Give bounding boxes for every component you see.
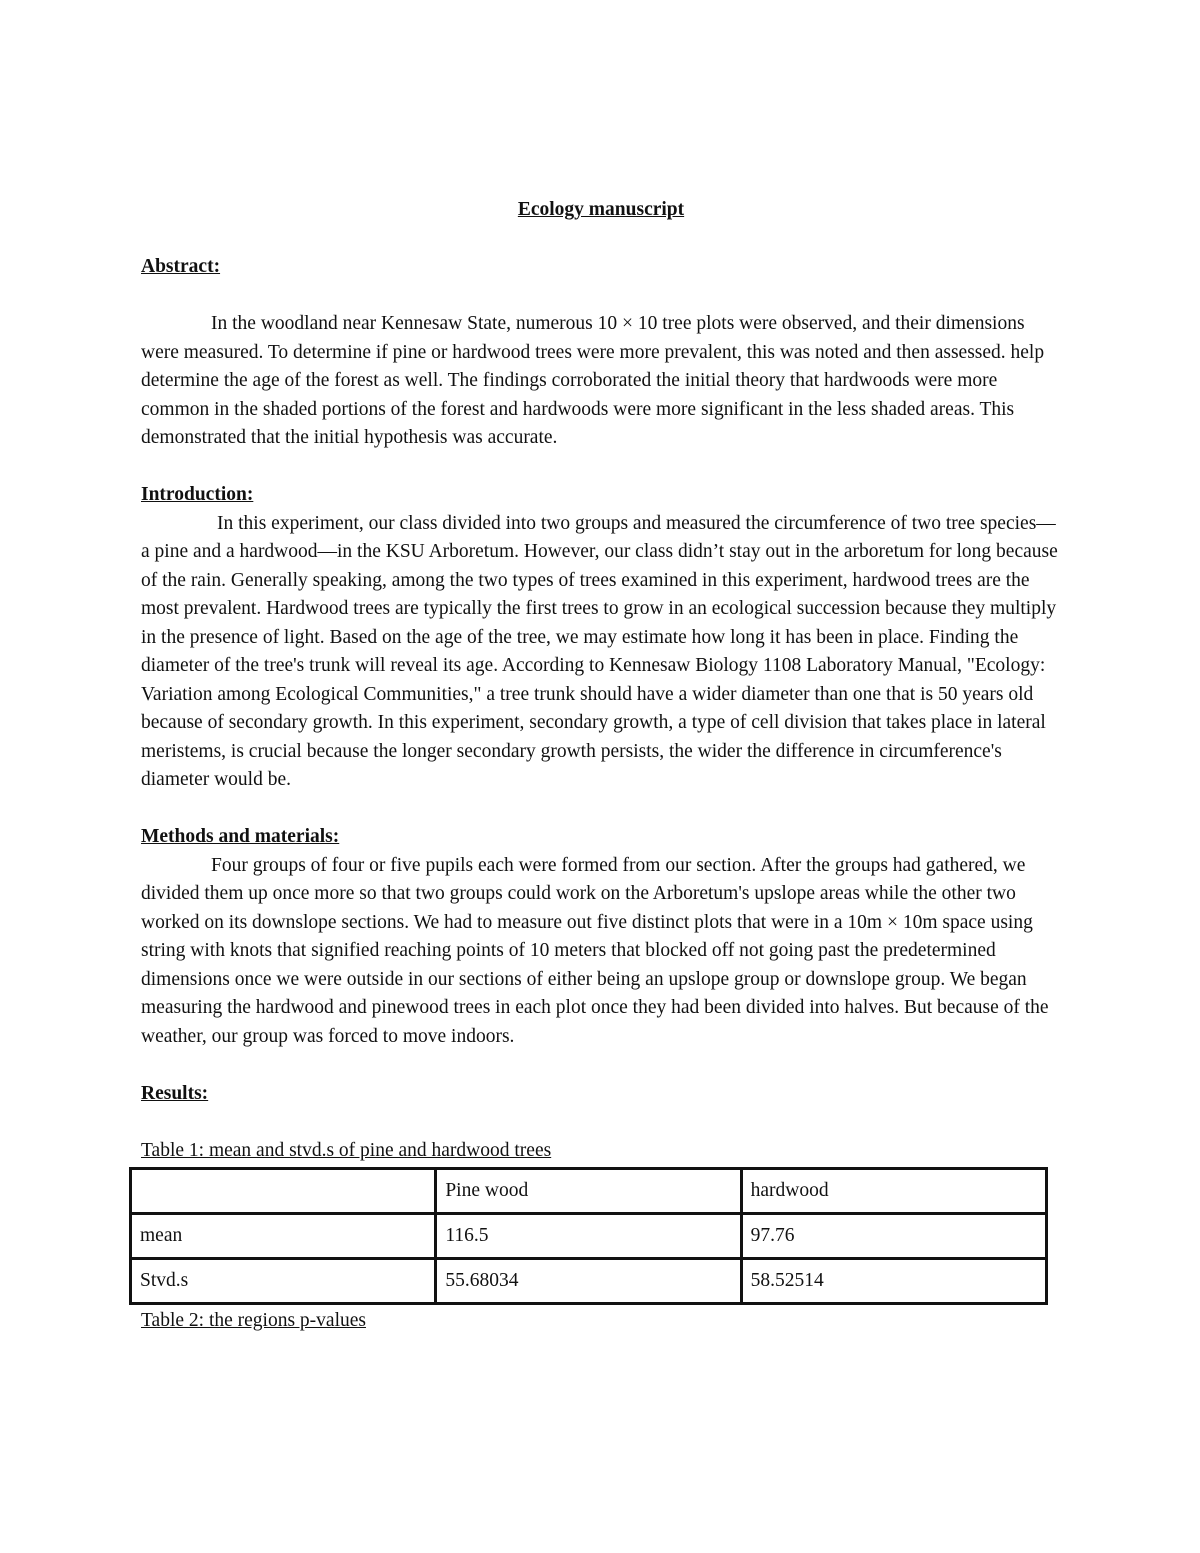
document-title: Ecology manuscript: [517, 199, 685, 220]
table-row: [131, 1214, 1047, 1259]
methods-text: Four groups of four or five pupils each were formed from our section. After the groups had gathered, we divided them up once more so that two groups could work on the Arboretum's upslope areas while the other two worked on its downslope sections. We had to measure out five distinct plots that were in a 10m × 10m space using string with knots that signified reaching points of 10 meters that blocked off not going past the predetermined dimensions once we were outside in our sections of either being an upslope group or downslope group. We began measuring the hardwood and pinewood trees in each plot once they had been divided into halves. But because of the weather, our group was forced to move indoors.: [141, 854, 1049, 1047]
document-body: [141, 196, 1061, 1336]
introduction-text: In this experiment, our class divided into two groups and measured the circumference of two tree species—a pine and a hardwood—in the KSU Arboretum. However, our class didn’t stay out in the arboretum for long because of the rain. Generally speaking, among the two types of trees examined in this experiment, hardwood trees are the most prevalent. Hardwood trees are typically the first trees to grow in an ecological succession because they multiply in the presence of light. Based on the age of the tree, we may estimate how long it has been in place. Finding the diameter of the tree's trunk will reveal its age. According to Kennesaw Biology 1108 Laboratory Manual, "Ecology: Variation among Ecological Communities," a tree trunk should have a wider diameter than one that is 50 years old because of secondary growth. In this experiment, secondary growth, a type of cell division that takes place in lateral meristems, is crucial because the longer secondary growth persists, the wider the difference in circumference's diameter would be.: [141, 512, 1058, 790]
table-cell: mean: [131, 1214, 436, 1259]
table-header-cell: [131, 1169, 436, 1214]
table-cell: 55.68034: [436, 1259, 741, 1304]
results-heading: Results:: [141, 1082, 209, 1104]
table-header-cell: hardwood: [741, 1169, 1046, 1214]
table-cell: 97.76: [741, 1214, 1046, 1259]
table-header-row: [131, 1169, 1047, 1214]
table-row: [131, 1259, 1047, 1304]
table-cell: 116.5: [436, 1214, 741, 1259]
abstract-text: In the woodland near Kennesaw State, numerous 10 × 10 tree plots were observed, and their dimensions were measured. To determine if pine or hardwood trees were more prevalent, this was noted and then assessed. help determine the age of the forest as well. The findings corroborated the initial theory that hardwoods were more common in the shaded portions of the forest and hardwoods were more significant in the less shaded areas. This demonstrated that the initial hypothesis was accurate.: [141, 313, 1045, 448]
table2-caption: Table 2: the regions p-values: [141, 1310, 366, 1331]
methods-heading: Methods and materials:: [141, 826, 340, 847]
table1-caption: Table 1: mean and stvd.s of pine and hardwood trees: [141, 1139, 552, 1161]
table-cell: 58.52514: [741, 1259, 1046, 1304]
results-table: [129, 1167, 1048, 1305]
table-cell: Stvd.s: [131, 1259, 436, 1304]
table-header-cell: Pine wood: [436, 1169, 741, 1214]
introduction-heading: Introduction:: [141, 484, 254, 505]
abstract-heading: Abstract:: [141, 256, 221, 277]
